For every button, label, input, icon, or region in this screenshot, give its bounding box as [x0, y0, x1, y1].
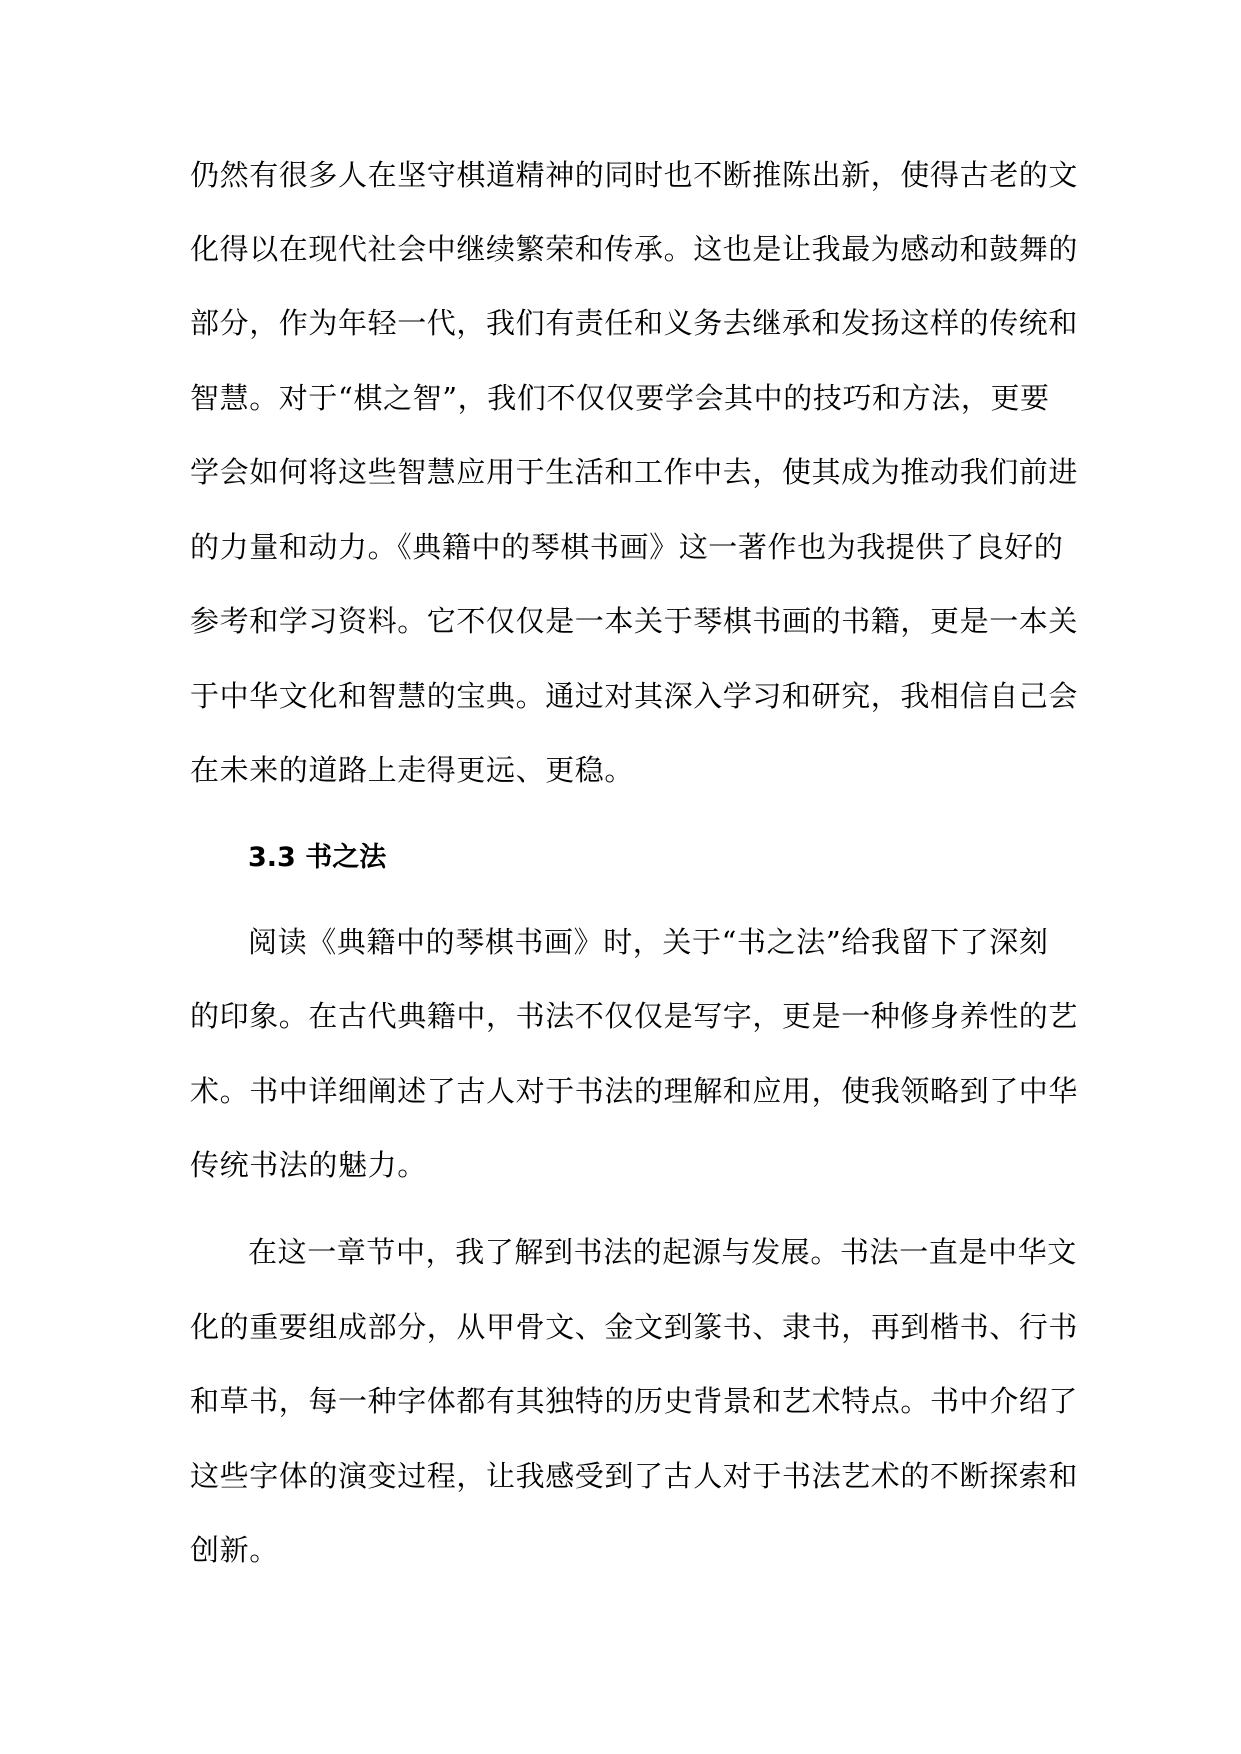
paragraph-line: 在这一章节中，我了解到书法的起源与发展。书法一直是中华文: [248, 1235, 1077, 1269]
paragraph-line: 和草书，每一种字体都有其独特的历史背景和艺术特点。书中介绍了: [190, 1384, 1079, 1418]
paragraph-line: 传统书法的魅力。: [190, 1148, 427, 1182]
paragraph-line: 化的重要组成部分，从甲骨文、金文到篆书、隶书，再到楷书、行书: [190, 1310, 1079, 1344]
paragraph-line: 这些字体的演变过程，让我感受到了古人对于书法艺术的不断探索和: [190, 1459, 1079, 1493]
paragraph-line: 部分，作为年轻一代，我们有责任和义务去继承和发扬这样的传统和: [190, 306, 1079, 340]
paragraph-line: 学会如何将这些智慧应用于生活和工作中去，使其成为推动我们前进: [190, 455, 1079, 489]
paragraph-line: 术。书中详细阐述了古人对于书法的理解和应用，使我领略到了中华: [190, 1074, 1079, 1108]
paragraph-line: 智慧。对于“棋之智”，我们不仅仅要学会其中的技巧和方法，更要: [190, 381, 1050, 415]
paragraph-line: 仍然有很多人在坚守棋道精神的同时也不断推陈出新，使得古老的文: [190, 158, 1079, 192]
paragraph-line: 的印象。在古代典籍中，书法不仅仅是写字，更是一种修身养性的艺: [190, 999, 1079, 1033]
paragraph-line: 化得以在现代社会中继续繁荣和传承。这也是让我最为感动和鼓舞的: [190, 232, 1079, 266]
paragraph-line: 创新。: [190, 1533, 279, 1567]
paragraph-line: 阅读《典籍中的琴棋书画》时，关于“书之法”给我留下了深刻: [248, 925, 1049, 959]
paragraph-line: 在未来的道路上走得更远、更稳。: [190, 753, 635, 787]
paragraph-line: 于中华文化和智慧的宝典。通过对其深入学习和研究，我相信自己会: [190, 679, 1079, 713]
section-heading: 3.3 书之法: [248, 842, 387, 873]
paragraph-line: 的力量和动力。《典籍中的琴棋书画》这一著作也为我提供了良好的: [190, 530, 1064, 564]
paragraph-line: 参考和学习资料。它不仅仅是一本关于琴棋书画的书籍，更是一本关: [190, 604, 1079, 638]
